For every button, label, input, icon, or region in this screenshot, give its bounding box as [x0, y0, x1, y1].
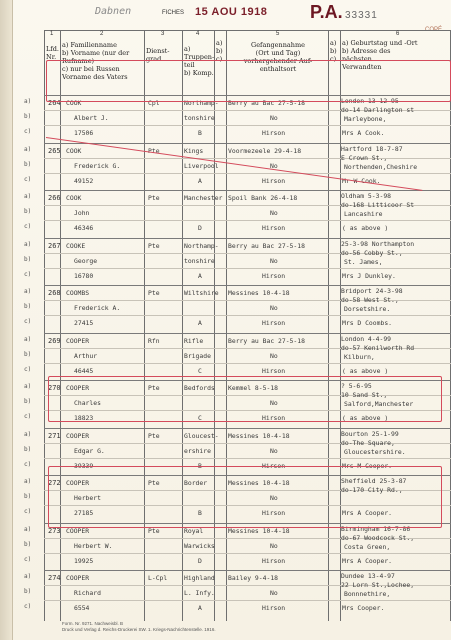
colnum-4: 4 [196, 31, 200, 37]
wounded-status: No [270, 256, 278, 265]
row-separator [44, 285, 451, 286]
capture-place-date: Berry au Bac 27-5-18 [228, 336, 305, 345]
service-number: 46346 [74, 224, 94, 232]
camp: Hirson [262, 271, 286, 280]
subrow-separator [44, 315, 451, 316]
address-line-2: Lancashire [344, 210, 383, 218]
rank: Pte [148, 289, 160, 297]
unit: Northamp- [184, 241, 219, 250]
first-name: Herbert W. [74, 541, 113, 550]
address-line-2: Salford,Manchester [344, 400, 414, 408]
colnum-2: 2 [100, 31, 104, 37]
company: A [198, 271, 202, 280]
row-letter: b) [24, 255, 32, 263]
entry-number: 268 [48, 289, 61, 297]
unit: Border [184, 479, 208, 487]
unit: Wiltshire [184, 289, 219, 297]
service-number: 18823 [74, 414, 94, 422]
row-letter: a) [24, 573, 32, 580]
unit: Manchester [184, 194, 223, 202]
red-highlight-box-272 [48, 466, 442, 528]
next-of-kin: ( as above ) [342, 414, 389, 422]
row-letter: a) [24, 98, 32, 105]
entry-number: 274 [48, 574, 61, 582]
address-line-1: do-58 West St., [341, 296, 399, 304]
service-number: 6554 [74, 604, 90, 612]
surname: COOPER [66, 431, 90, 440]
camp: Hirson [262, 366, 286, 375]
subrow-separator [44, 458, 451, 459]
address-line-1: do-14 Darlington st [341, 106, 415, 114]
service-number: 46445 [74, 366, 94, 375]
first-name: Arthur [74, 351, 98, 360]
unit: Northamp- [184, 99, 219, 107]
subrow-separator [44, 268, 451, 269]
print-footer [62, 621, 216, 633]
header-capture: Gefangennahme (Ort und Tag) vorhergehender Auf- enthaltsort [243, 41, 313, 73]
address-line-2: Bonnnethire, [344, 590, 391, 598]
row-letter: c) [24, 508, 32, 515]
address-line-1: do-168 Litticoor St [341, 201, 415, 209]
unit: Highland [184, 574, 215, 582]
company: A [198, 176, 202, 185]
subrow-separator [44, 125, 451, 126]
next-of-kin: ( as above ) [342, 224, 389, 232]
rank: L-Cpl [148, 574, 168, 582]
header-unit: a) Truppen- teil b) Komp. [184, 45, 215, 77]
wounded-status: No [270, 304, 278, 312]
row-letter: c) [24, 555, 32, 563]
header-name: a) Familienname b) Vorname (nur der Rufname) c) nur bei Russen Vorname des Vaters [62, 41, 130, 81]
row-letter: b) [24, 398, 32, 405]
unit-line-2: Liverpool [184, 161, 219, 170]
company: C [198, 414, 202, 422]
row-letter: a) [24, 430, 32, 438]
red-highlight-box [46, 60, 451, 102]
row-separator [44, 143, 451, 144]
row-letter: a) [24, 525, 32, 533]
first-name: George [74, 256, 98, 265]
rank: Cpl [148, 99, 160, 107]
header-rank: Dienst- grad [146, 47, 170, 63]
camp: Hirson [262, 176, 286, 185]
row-letter: b) [24, 540, 32, 548]
wounded-status: No [270, 446, 278, 455]
fiche-label: FICHES [162, 10, 185, 16]
row-letter: a) [24, 288, 32, 295]
next-of-kin: Mrs A Cooper. [342, 556, 393, 565]
birth-place-date: ? 5-6-95 [341, 382, 372, 390]
service-number: 19925 [74, 556, 94, 565]
capture-place-date: Spoil Bank 26-4-18 [228, 194, 298, 202]
address-line-2: Marleybone, [344, 115, 387, 123]
address-line-2: St. James, [344, 257, 383, 266]
birth-place-date: Oldham 5-3-98 [341, 192, 392, 200]
address-line-2: Dorsetshire. [344, 305, 391, 313]
birth-place-date: Hartford 18-7-87 [341, 144, 403, 153]
next-of-kin: Mrs D Coombs. [342, 319, 393, 327]
company: A [198, 604, 202, 612]
row-letter: b) [24, 208, 32, 215]
header-abc-1: a) b) c) [216, 39, 223, 63]
wounded-status: No [270, 114, 278, 122]
surname: COOPER [66, 574, 90, 582]
company: D [198, 224, 202, 232]
next-of-kin: Mrs A Cook. [342, 129, 385, 137]
row-letter: c) [24, 413, 32, 420]
rank: Pte [148, 241, 160, 250]
row-letter: b) [24, 303, 32, 310]
rank: Pte [148, 526, 160, 535]
entry-number: 265 [48, 146, 61, 155]
next-of-kin: Mrs M Cooper. [342, 461, 393, 470]
next-of-kin: Mr W Cook. [342, 176, 381, 185]
address-line-1: do-56 Cobby St., [341, 248, 403, 257]
row-letter: a) [24, 145, 32, 153]
unit-line-2: Warwicks [184, 541, 215, 550]
rank: Rfn [148, 336, 160, 345]
camp: Hirson [262, 224, 286, 232]
subrow-separator [44, 173, 451, 174]
footer-line-2: Druck und Verlag d. Reichs-Druckerei SW. 1. Kriegs-Nachrichtenstelle. 1916. [62, 627, 216, 632]
birth-place-date: 25-3-98 Northampton [341, 239, 415, 248]
row-letter: a) [24, 478, 32, 485]
row-separator [44, 428, 451, 429]
rank: Pte [148, 146, 160, 155]
wounded-status: No [270, 494, 278, 502]
birth-place-date: Birmingham 16-7-86 [341, 524, 411, 533]
birth-place-date: Bridport 24-3-98 [341, 287, 403, 295]
wounded-status: No [270, 161, 278, 170]
row-separator [44, 570, 451, 571]
row-letter: a) [24, 383, 32, 390]
colnum-3: 3 [161, 31, 165, 37]
camp: Hirson [262, 556, 286, 565]
rank: Pte [148, 431, 160, 440]
binding-strip [0, 0, 13, 640]
row-letter: c) [24, 128, 32, 135]
first-name: Edgar G. [74, 446, 105, 455]
row-letter: b) [24, 588, 32, 595]
row-letter: c) [24, 318, 32, 325]
birth-place-date: Dundee 13-4-97 [341, 572, 395, 580]
colnum-6: 6 [396, 31, 400, 37]
capture-place-date: Messines 10-4-18 [228, 431, 290, 440]
camp: Hirson [262, 461, 286, 470]
surname: COOK [66, 194, 82, 202]
next-of-kin: Mrs J Dunkley. [342, 271, 396, 280]
row-letter: c) [24, 460, 32, 468]
first-name: Richard [74, 589, 101, 597]
footer-line-1: Form. Nr. 9271. Nachweisbl. B [62, 621, 124, 626]
wounded-status: No [270, 589, 278, 597]
first-name: Herbert [74, 494, 101, 502]
colnum-5: 5 [276, 31, 280, 37]
birth-place-date: Sheffield 25-3-87 [341, 477, 407, 485]
company: C [198, 366, 202, 375]
wounded-status: No [270, 351, 278, 360]
unit: Rifle [184, 336, 204, 345]
subrow-separator [44, 600, 451, 601]
row-letter: b) [24, 350, 32, 358]
unit: Royal [184, 526, 204, 535]
rank: Pte [148, 384, 160, 392]
first-name: John [74, 209, 90, 217]
first-name: Frederick G. [74, 161, 121, 170]
subrow-separator [44, 363, 451, 364]
subrow-separator [44, 220, 451, 221]
entry-number: 271 [48, 431, 61, 440]
next-of-kin: Mrs A Cooper. [342, 509, 393, 517]
unit-line-2: tonshire [184, 114, 215, 122]
surname: COOPER [66, 384, 90, 392]
entry-number: 272 [48, 479, 61, 487]
camp: Hirson [262, 414, 286, 422]
service-number: 17506 [74, 129, 94, 137]
camp: Hirson [262, 604, 286, 612]
address-line-1: do-170 City Rd., [341, 486, 403, 494]
unit: Kings [184, 146, 204, 155]
unit: Gloucest- [184, 431, 219, 440]
row-separator [44, 190, 451, 191]
service-number: 39339 [74, 461, 94, 470]
next-of-kin: Mrs Cooper. [342, 604, 385, 612]
row-letter: b) [24, 113, 32, 120]
entry-number: 264 [48, 99, 61, 107]
row-letter: b) [24, 160, 32, 168]
address-line-2: Gloucestershire. [344, 447, 406, 456]
rank: Pte [148, 479, 160, 487]
capture-place-date: Kemmel 8-5-18 [228, 384, 279, 392]
row-separator [44, 333, 451, 334]
colnum-1: 1 [50, 31, 54, 37]
address-line-1: do-57 Kenilworth Rd [341, 343, 415, 352]
row-letter: a) [24, 193, 32, 200]
address-line-1: do-67 Woodcock St., [341, 533, 415, 542]
wounded-status: No [270, 399, 278, 407]
handwritten-name: Dabnen [95, 6, 132, 17]
capture-place-date: Berry au Bac 27-5-18 [228, 241, 305, 250]
wounded-status: No [270, 209, 278, 217]
rank: Pte [148, 194, 160, 202]
unit-line-2: L. Infy. [184, 589, 215, 597]
row-letter: c) [24, 175, 32, 183]
address-line-2: Northenden,Cheshire [344, 162, 418, 171]
first-name: Frederick A. [74, 304, 121, 312]
surname: COOPER [66, 479, 90, 487]
entry-number: 273 [48, 526, 61, 535]
wounded-status: No [270, 541, 278, 550]
subrow-separator [44, 158, 451, 159]
row-letter: a) [24, 335, 32, 343]
service-number: 16780 [74, 271, 94, 280]
entry-number: 266 [48, 194, 61, 202]
service-number: 27185 [74, 509, 94, 517]
address-line-1: do-The Square, [341, 438, 395, 447]
row-letter: b) [24, 445, 32, 453]
entry-number: 270 [48, 384, 61, 392]
row-letter: c) [24, 270, 32, 278]
first-name: Charles [74, 399, 101, 407]
surname: COOK [66, 146, 82, 155]
row-letter: c) [24, 223, 32, 230]
row-separator [44, 238, 451, 239]
address-line-2: Kilburn, [344, 352, 375, 361]
red-highlight-box-270 [48, 376, 442, 422]
company: D [198, 556, 202, 565]
address-line-1: 22 Lorn St.,Lochee, [341, 581, 415, 589]
register-code: P.A. [310, 2, 343, 22]
register-number: 33331 [345, 10, 378, 21]
service-number: 49152 [74, 176, 94, 185]
birth-place-date: Bourton 25-1-99 [341, 429, 399, 438]
first-name: Albert J. [74, 114, 109, 122]
entry-number: 269 [48, 336, 61, 345]
surname: COOKE [66, 241, 86, 250]
capture-place-date: Berry au Bac 27-5-18 [228, 99, 305, 107]
capture-place-date: Messines 10-4-18 [228, 289, 290, 297]
row-letter: c) [24, 603, 32, 610]
unit-line-2: ershire [184, 446, 211, 455]
next-of-kin: ( as above ) [342, 366, 389, 375]
camp: Hirson [262, 319, 286, 327]
header-abc-2: a) b) c) [330, 39, 337, 63]
unit-line-2: tonshire [184, 256, 215, 265]
service-number: 27415 [74, 319, 94, 327]
cope-stamp: COPÉ [425, 27, 443, 33]
birth-place-date: London 4-4-99 [341, 334, 392, 343]
surname: COOPER [66, 526, 90, 535]
capture-place-date: Messines 10-4-18 [228, 526, 290, 535]
row-letter: b) [24, 493, 32, 500]
surname: COOMBS [66, 289, 90, 297]
address-line-1: E Crown St., [341, 153, 388, 162]
date-stamp: 15 AOU 1918 [195, 6, 268, 18]
row-letter: c) [24, 365, 32, 373]
birth-place-date: London 13-12-95 [341, 97, 399, 105]
surname: COOPER [66, 336, 90, 345]
address-line-1: 10 Sand St., [341, 391, 388, 399]
subrow-separator [44, 553, 451, 554]
company: B [198, 129, 202, 137]
unit: Bedfords [184, 384, 215, 392]
unit-line-2: Brigade [184, 351, 211, 360]
camp: Hirson [262, 509, 286, 517]
company: B [198, 509, 202, 517]
camp: Hirson [262, 129, 286, 137]
header-birth-address: a) Geburtstag und -Ort b) Adresse des nächsten Verwandten [342, 39, 418, 71]
entry-number: 267 [48, 241, 61, 250]
capture-place-date: Bailey 9-4-18 [228, 574, 279, 582]
company: B [198, 461, 202, 470]
capture-place-date: Messines 10-4-18 [228, 479, 290, 487]
row-letter: a) [24, 240, 32, 248]
company: A [198, 319, 202, 327]
header-lfd-nr: Lfd. Nr. [46, 45, 59, 61]
capture-place-date: Voormezeele 29-4-18 [228, 146, 302, 155]
address-line-2: Costa Green, [344, 542, 391, 551]
surname: COOK [66, 99, 82, 107]
